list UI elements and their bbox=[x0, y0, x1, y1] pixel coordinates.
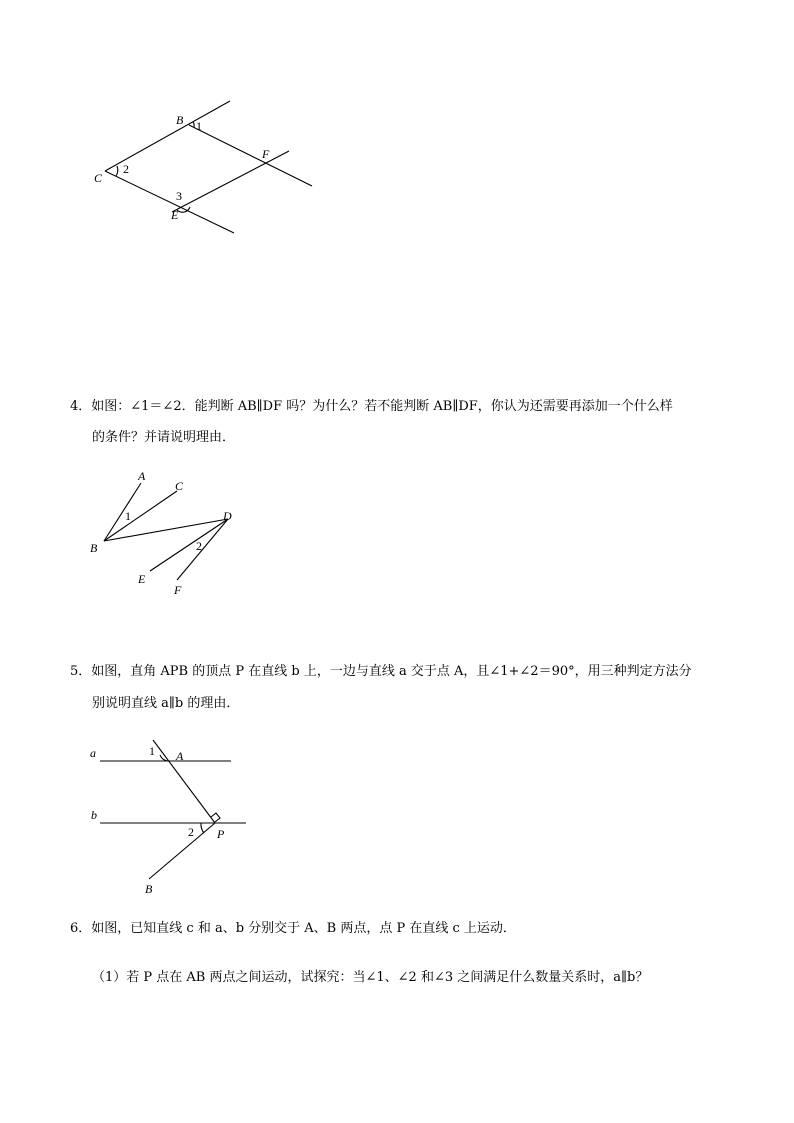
q4-label-2: 2 bbox=[196, 539, 202, 553]
q6-text-line1: 6．如图，已知直线 c 和 a、b 分别交于 A、B 两点，点 P 在直线 c 上运动． bbox=[70, 921, 516, 936]
q5-text-line1: 5．如图，直角 APB 的顶点 P 在直线 b 上，一边与直线 a 交于点 A，且∠1+∠2＝90°，用三种判定方法分 bbox=[70, 664, 692, 679]
label-1: 1 bbox=[196, 119, 202, 133]
q4-text-line2: 的条件？并请说明理由． bbox=[92, 430, 236, 445]
q4-label-b: B bbox=[90, 541, 98, 555]
q5-line-pa bbox=[153, 740, 215, 823]
q5-angle-2-arc bbox=[201, 823, 204, 833]
q5-label-b-line: b bbox=[91, 808, 97, 822]
q4-text-line1: 4．如图：∠1＝∠2．能判断 AB∥DF 吗？为什么？若不能判断 AB∥DF，你认为还需要再添加一个什么样 bbox=[70, 399, 673, 414]
label-b: B bbox=[176, 113, 184, 127]
label-c: C bbox=[94, 171, 103, 185]
q5-text-line2: 别说明直线 a∥b 的理由． bbox=[92, 696, 240, 711]
q5-label-b-point: B bbox=[145, 882, 153, 896]
q4-label-c: C bbox=[175, 479, 184, 493]
q4-label-f: F bbox=[174, 583, 182, 597]
q5-label-a-line: a bbox=[90, 746, 96, 760]
label-2: 2 bbox=[123, 162, 129, 176]
q4-label-e: E bbox=[138, 572, 146, 586]
label-3: 3 bbox=[176, 189, 182, 203]
q5-label-p: P bbox=[217, 827, 225, 841]
q4-label-a: A bbox=[138, 469, 146, 483]
q5-label-2: 2 bbox=[188, 825, 194, 839]
q4-label-d: D bbox=[223, 509, 232, 523]
q5-right-angle-mark bbox=[211, 813, 220, 822]
q5-label-1: 1 bbox=[149, 744, 155, 758]
q6-subquestion-1: （1）若 P 点在 AB 两点之间运动，试探究：当∠1、∠2 和∠3 之间满足什么数量关系时，a∥b？ bbox=[92, 970, 649, 985]
q5-label-a-point: A bbox=[176, 749, 184, 763]
q4-label-1: 1 bbox=[125, 509, 131, 523]
label-e: E bbox=[171, 208, 179, 222]
label-f: F bbox=[262, 147, 270, 161]
q5-line-pb bbox=[149, 823, 215, 879]
